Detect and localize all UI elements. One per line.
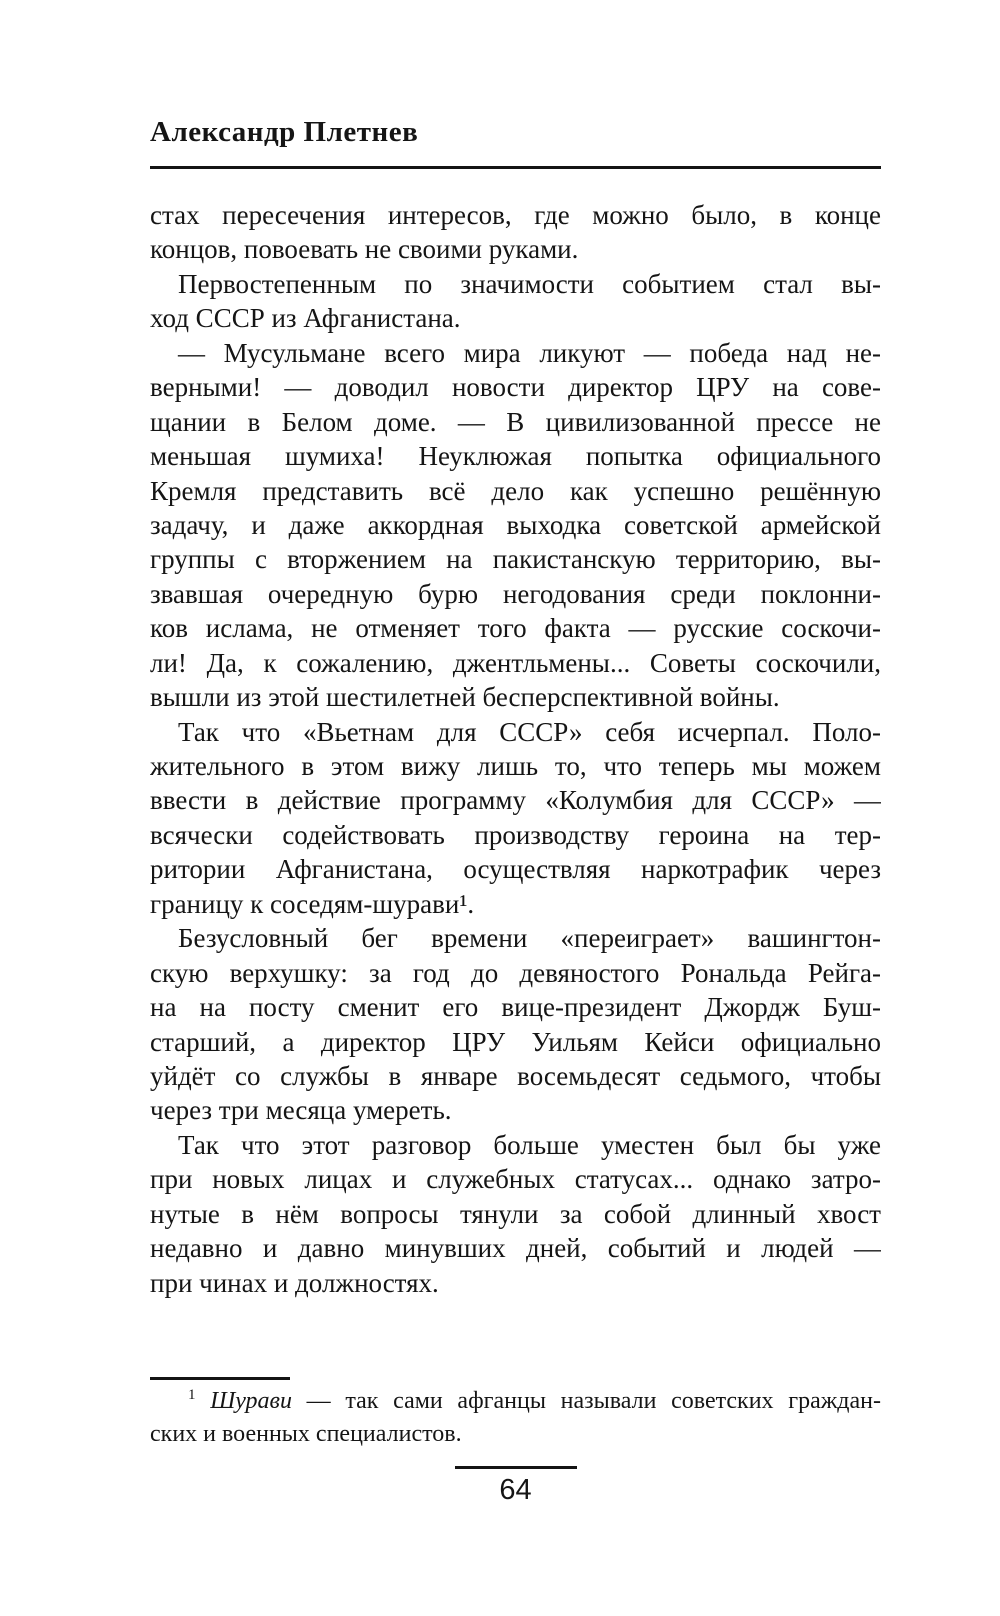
page-number: 64: [499, 1474, 532, 1506]
text-line: Безусловный бег времени «переиграет» вашингтон-: [178, 923, 881, 954]
text-line: ли! Да, к сожалению, джентльмены... Советы соскочили,: [150, 647, 881, 678]
text-line: стах пересечения интересов, где можно было, в конце: [150, 200, 881, 230]
text-line: Первостепенным по значимости событием стал вы-: [178, 268, 881, 299]
text-line: скую верхушку: за год до девяностого Рональда Рейга-: [150, 957, 881, 988]
footnote-text: — так сами афганцы называли советских граждан-: [291, 1388, 881, 1414]
text-line: меньшая шумиха! Неуклюжая попытка официального: [150, 441, 881, 472]
text-line: жительного в этом вижу лишь то, что теперь мы можем: [150, 751, 881, 781]
text-line: Так что «Вьетнам для СССР» себя исчерпал. Поло-: [178, 716, 881, 747]
text-line: Так что этот разговор больше уместен был бы уже: [178, 1129, 881, 1160]
text-line: ввести в действие программу «Колумбия для СССР» —: [150, 785, 881, 816]
footnote: [150, 1385, 881, 1451]
text-line: щании в Белом доме. — В цивилизованной прессе не: [150, 406, 881, 437]
footnote-line: ских и военных специалистов.: [150, 1421, 462, 1447]
text-line: группы с вторжением на пакистанскую территорию, вы-: [150, 544, 881, 575]
footnote-line: [150, 1385, 881, 1418]
header-rule: [150, 166, 881, 169]
text-line: — Мусульмане всего мира ликуют — победа над не-: [178, 337, 881, 368]
text-line: задачу, и даже аккордная выходка советской армейской: [150, 509, 881, 540]
text-line: верными! — доводил новости директор ЦРУ на сове-: [150, 372, 881, 403]
footnote-term: Шурави: [210, 1388, 292, 1414]
footnote-marker: 1: [188, 1387, 196, 1403]
text-line: при новых лицах и служебных статусах... однако затро-: [150, 1164, 881, 1195]
text-line: недавно и давно минувших дней, событий и людей —: [150, 1233, 881, 1264]
running-header-author: Александр Плетнев: [150, 116, 419, 148]
page-number-rule: [455, 1466, 577, 1469]
text-line: Кремля представить всё дело как успешно решённую: [150, 475, 881, 506]
text-line: вышли из этой шестилетней бесперспективной войны.: [150, 682, 780, 713]
text-line: звавшая очередную бурю негодования среди поклонни-: [150, 578, 881, 609]
text-line: границу к соседям-шурави¹.: [150, 888, 475, 919]
text-line: концов, повоевать не своими руками.: [150, 234, 579, 265]
footnote-separator-rule: [150, 1377, 290, 1380]
text-line: при чинах и должностях.: [150, 1267, 439, 1298]
text-line: старший, а директор ЦРУ Уильям Кейси официально: [150, 1026, 881, 1057]
text-line: всячески содействовать производству героина на тер-: [150, 819, 881, 850]
text-line: на на посту сменит его вице-президент Джордж Буш-: [150, 992, 881, 1023]
text-line: через три месяца умереть.: [150, 1095, 452, 1126]
text-line: нутые в нём вопросы тянули за собой длинный хвост: [150, 1198, 881, 1229]
text-line: уйдёт со службы в январе восемьдесят седьмого, чтобы: [150, 1060, 881, 1091]
text-line: ков ислама, не отменяет того факта — русские соскочи-: [150, 613, 881, 644]
text-line: ритории Афганистана, осуществляя наркотрафик через: [150, 854, 881, 885]
text-line: ход СССР из Афганистана.: [150, 303, 461, 334]
body-text: [150, 198, 881, 1300]
